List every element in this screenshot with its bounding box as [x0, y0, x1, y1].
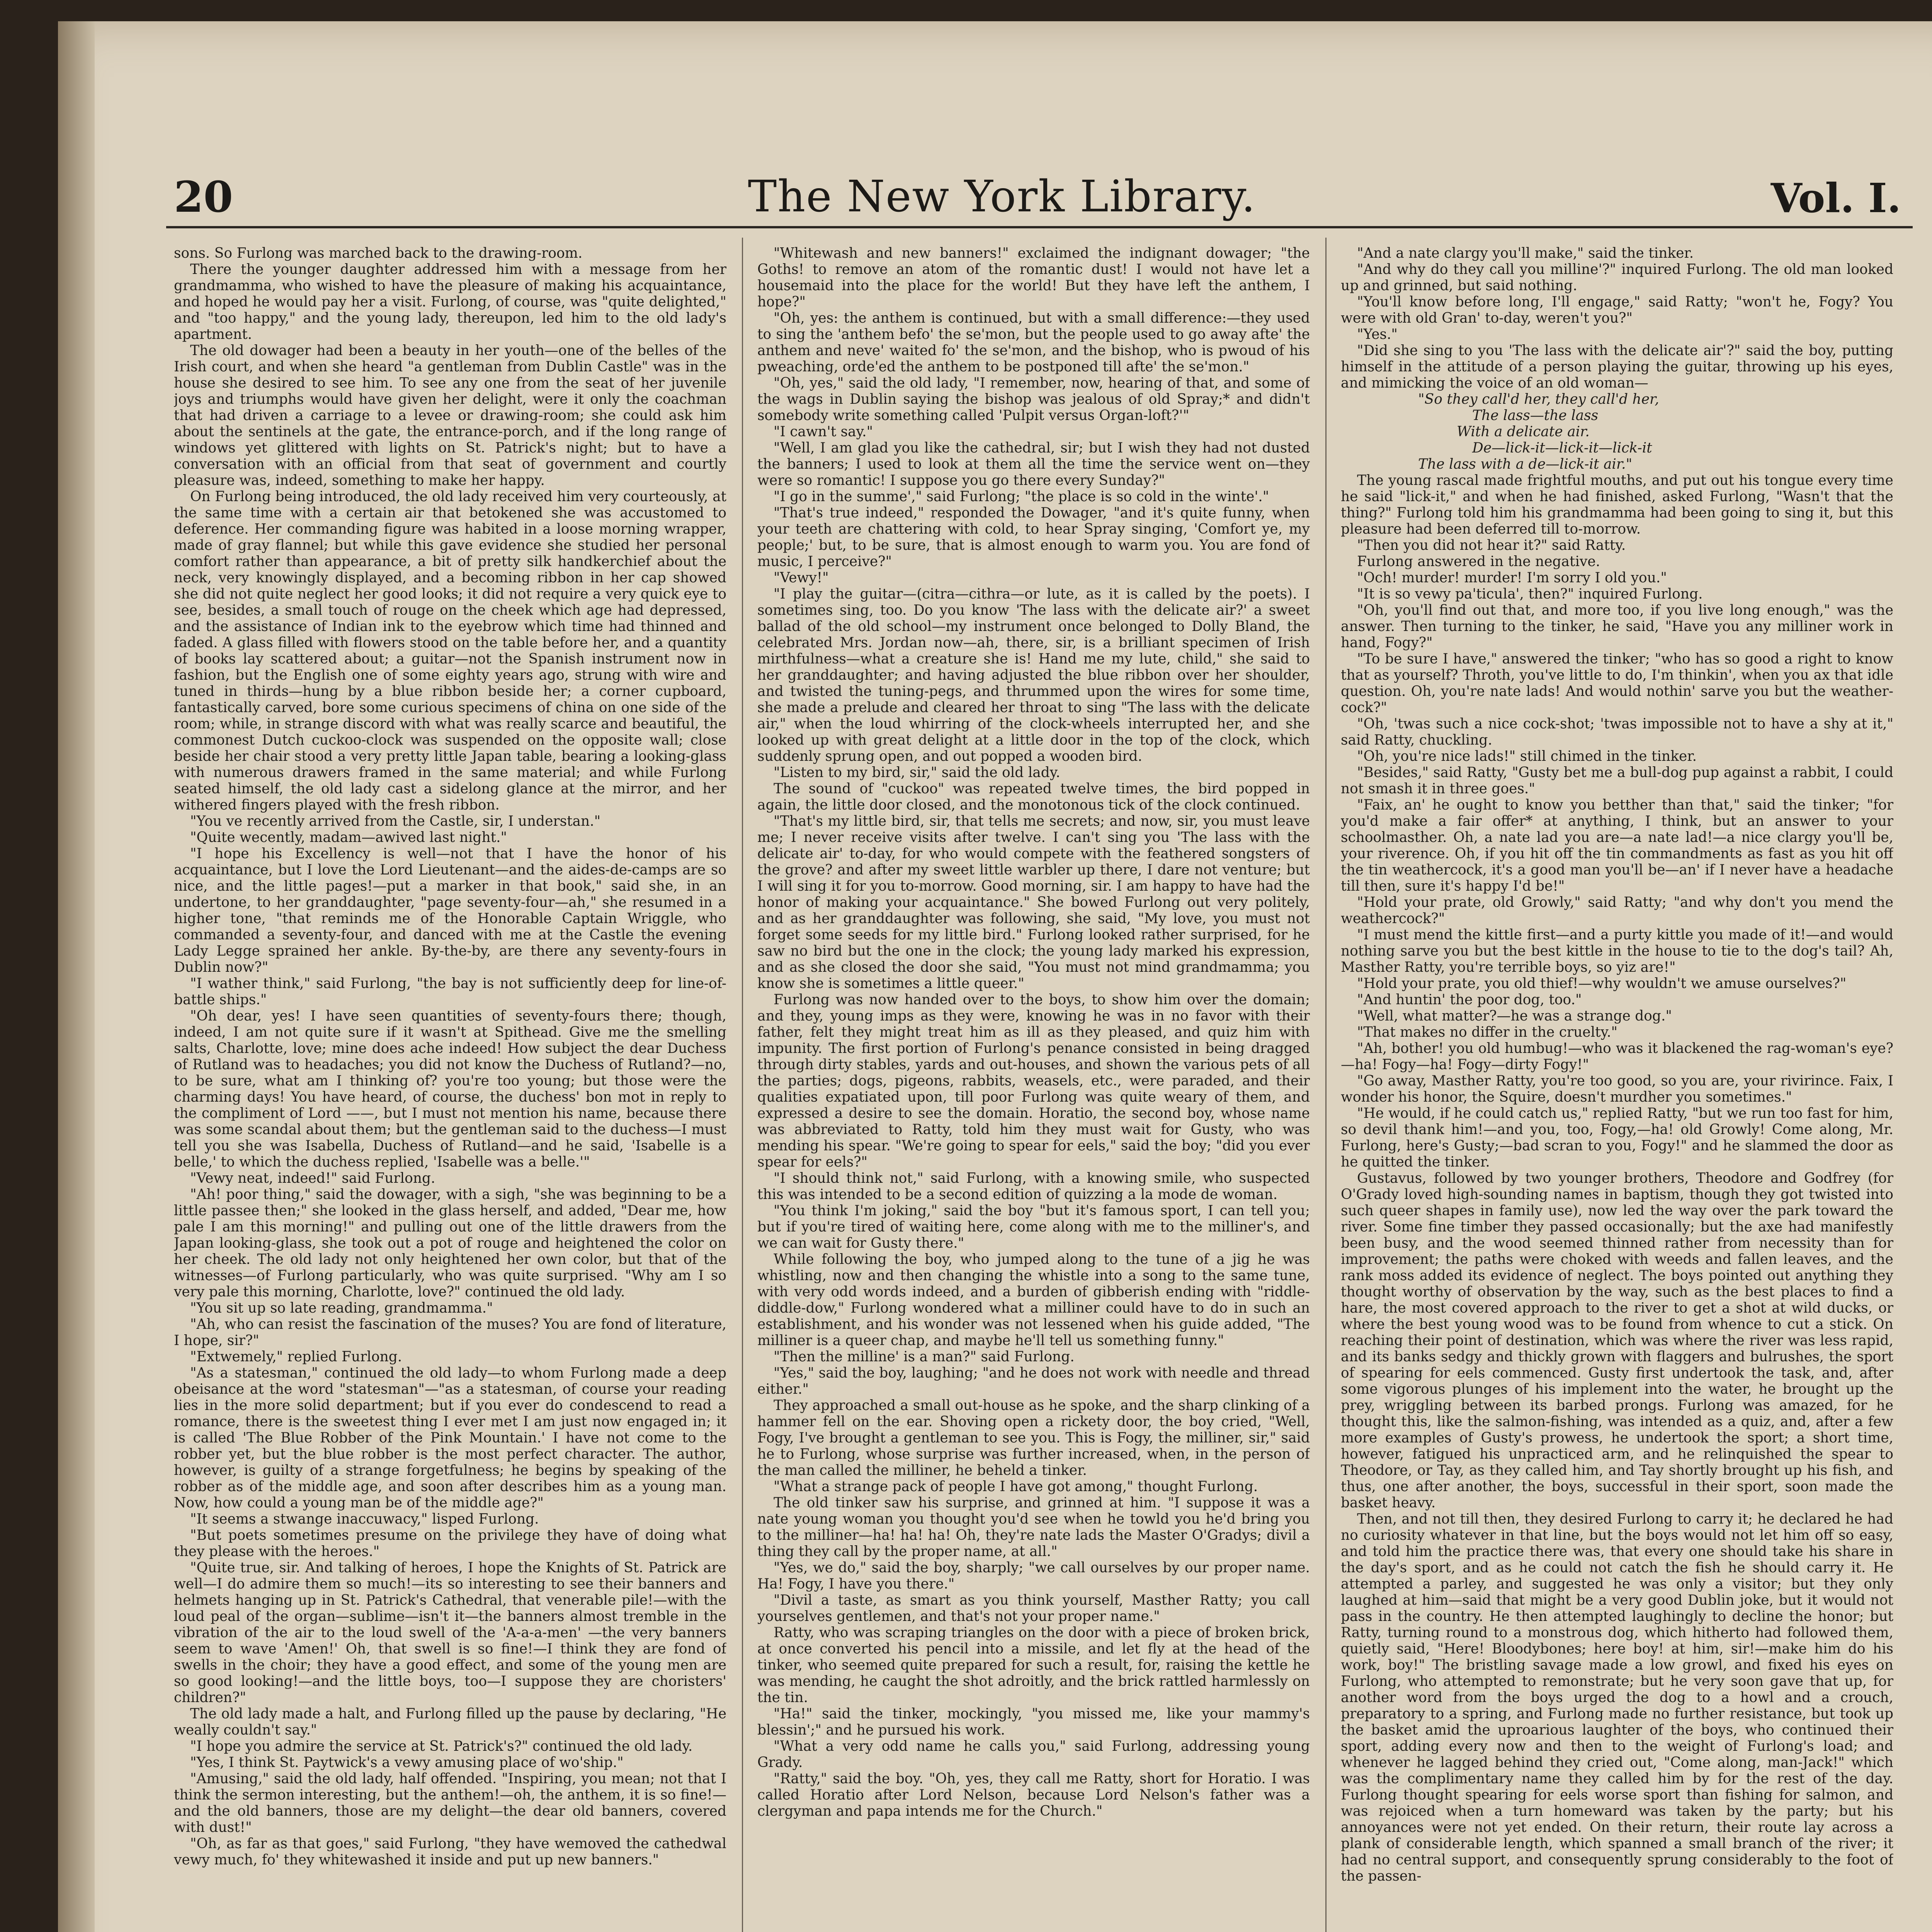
paragraph: "Ha!" said the tinker, mockingly, "you missed me, like your mammy's blessin';" and he pursued his work. — [757, 1706, 1310, 1738]
paragraph: The old dowager had been a beauty in her youth—one of the belles of the Irish court, and when she heard "a gentleman from Dublin Castle" was in the house she desired to see him. To see any one from the seat of her juvenile joys and triumphs would have given her delight, were it only the coachman that had driven a carriage to a levee or drawing-room; she could ask him about the sentinels at the gate, the entrance-porch, and if the long range of windows yet glittered with lights on St. Patrick's night; but to have a conversation with an official from that seat of government and courtly pleasure was, indeed, something to make her happy. — [174, 343, 726, 488]
paragraph: "Oh, yes: the anthem is continued, but with a small difference:—they used to sing the 'anthem befo' the se'mon, but the people used to go away afte' the anthem and neve' waited fo' the se'mon, and the bishop, who is pwoud of his pweaching, orde'ed the anthem to be postponed till afte' the se'mon." — [757, 310, 1310, 375]
paragraph: "Ah, bother! you old humbug!—who was it blackened the rag-woman's eye?—ha! Fogy—ha! Fogy—dirty Fogy!" — [1341, 1041, 1893, 1073]
paragraph: "Ah! poor thing," said the dowager, with a sigh, "she was beginning to be a little passee then;" she looked in the glass herself, and added, "Dear me, how pale I am this morning!" and pulling out one of the little drawers from the Japan looking-glass, she took out a pot of rouge and heightened the color on her cheek. The old lady not only heightened her own color, but that of the witnesses—of Furlong particularly, who was quite surprised. "Why am I so very pale this morning, Charlotte, love?" continued the old lady. — [174, 1187, 726, 1300]
paragraph: "I cawn't say." — [774, 424, 873, 440]
paragraph: Then, and not till then, they desired Furlong to carry it; he declared he had no curiosity whatever in that line, but the boys would not let him off so easy, and told him the practice there was, that every one should take his share in the day's sport, and as he could not catch the fish he should carry it. He attempted a parley, and suggested he was only a visitor; but they only laughed at him—said that might be a very good Dublin joke, but it would not pass in the country. He then attempted laughingly to decline the honor; but Ratty, turning round to a monstrous dog, which hitherto had followed them, quietly said, "Here! Bloodybones; here boy! at him, sir!—make him do his work, boy!" The bristling savage made a low growl, and fixed his eyes on Furlong, who attempted to remonstrate; but he very soon gave that up, for another word from the boys urged the dog to a howl and a crouch, preparatory to a spring, and Furlong made no further resistance, but took up the basket amid the uproarious laughter of the boys, who continued their sport, adding every now and then to the weight of Furlong's load; and whenever he lagged behind they cried out, "Come along, man-Jack!" which was the complimentary name they called him by for the rest of the day. Furlong thought spearing for eels worse sport than fishing for salmon, and was rejoiced when a turn homeward was taken by the party; but his annoyances were not yet ended. On their return, their route lay across a plank of considerable length, which spanned a small branch of the river; it had no central support, and consequently sprung considerably to the foot of the passen- — [1341, 1511, 1893, 1884]
paragraph: "Ratty," said the boy. "Oh, yes, they call me Ratty, short for Horatio. I was called Horatio after Lord Nelson, because Lord Nelson's father was a clergyman and papa intends me for the Church." — [757, 1771, 1310, 1819]
paragraph: "Yes," said the boy, laughing; "and he does not work with needle and thread either." — [757, 1365, 1310, 1397]
paragraph: "And why do they call you milline'?" inquired Furlong. The old man looked up and grinned, but said nothing. — [1341, 262, 1893, 294]
running-head — [174, 153, 1901, 222]
paragraph: "You'll know before long, I'll engage," said Ratty; "won't he, Fogy? You were with old Gran' to-day, weren't you?" — [1341, 294, 1893, 326]
paragraph: "It seems a stwange inaccuwacy," lisped Furlong. — [190, 1511, 539, 1527]
paragraph: "Oh dear, yes! I have seen quantities of seventy-fours there; though, indeed, I am not quite sure if it wasn't at Spithead. Give me the smelling salts, Charlotte, love; mine does ache indeed! How subject the dear Duchess of Rutland was to headaches; you did not know the Duchess of Rutland?—no, to be sure, what am I thinking of? you're too young; but those were the charming days! You have heard, of course, the duchess' bon mot in reply to the compliment of Lord ——, but I must not mention his name, because there was some scandal about them; but the gentleman said to the duchess—I must tell you she was Isabella, Duchess of Rutland—and he said, 'Isabelle is a belle,' to which the duchess replied, 'Isabelle was a belle.'" — [174, 1008, 726, 1170]
masthead-title: The New York Library. — [748, 172, 1256, 222]
paragraph: "Divil a taste, as smart as you think yourself, Masther Ratty; you call yourselves gentlemen, and that's not your proper name." — [757, 1592, 1310, 1624]
paragraph: The young rascal made frightful mouths, and put out his tongue every time he said "lick-it," and when he had finished, asked Furlong, "Wasn't that the thing?" Furlong told him his grandmamma had been going to sing it, but this pleasure had been deferred till to-morrow. — [1341, 473, 1893, 537]
paragraph: "I play the guitar—(citra—cithra—or lute, as it is called by the poets). I sometimes sing, too. Do you know 'The lass with the delicate air?' a sweet ballad of the old school—my instrument once belonged to Dolly Bland, the celebrated Mrs. Jordan now—ah, there, sir, is a brilliant specimen of Irish mirthfulness—what a creature she is! Hand me my lute, child," she said to her granddaughter; and having adjusted the blue ribbon over her shoulder, and twisted the tuning-pegs, and thrummed upon the wires for some time, she made a prelude and cleared her throat to sing "The lass with the delicate air," when the loud whirring of the clock-wheels interrupted her, and she looked up with great delight at a little door in the top of the clock, which suddenly sprung open, and out popped a wooden bird. — [757, 586, 1310, 764]
verse-line: De—lick-it—lick-it—lick-it — [1472, 440, 1652, 456]
paragraph: "I go in the summe'," said Furlong; "the place is so cold in the winte'." — [774, 489, 1269, 505]
paragraph: "Oh, you're nice lads!" still chimed in the tinker. — [1357, 748, 1697, 764]
paragraph: "And a nate clargy you'll make," said the tinker. — [1357, 245, 1694, 261]
paragraph: "Faix, an' he ought to know you betther than that," said the tinker; "for you'd make a fair offer* at anything, I think, but an answer to your schoolmasther. Oh, a nate lad you are—a nate lad!—a nice clargy you'll be, your riverence. Oh, if you hit off the tin commandments as fast as you hit off the tin weathercock, it's a good man you'll be—an' if I never have a headache till then, sure it's happy I'd be!" — [1341, 797, 1893, 894]
paragraph: "Go away, Masther Ratty, you're too good, so you are, your rivirince. Faix, I wonder his honor, the Squire, doesn't murdher you sometimes." — [1341, 1073, 1893, 1105]
paragraph: "Yes, I think St. Paytwick's a vewy amusing place of wo'ship." — [190, 1755, 624, 1770]
verse-line: The lass—the lass — [1472, 408, 1599, 423]
paragraph: "Amusing," said the old lady, half offended. "Inspiring, you mean; not that I think the sermon interesting, but the anthem!—oh, the anthem, it is so fine!—and the old banners, those are my delight—the dear old banners, covered with dust!" — [174, 1771, 726, 1835]
text-column-2 — [757, 245, 1310, 1932]
paragraph: "What a strange pack of people I have got among," thought Furlong. — [774, 1479, 1258, 1495]
paragraph: "Then you did not hear it?" said Ratty. — [1357, 537, 1626, 553]
paragraph: "He would, if he could catch us," replied Ratty, "but we run too fast for him, so devil thank him!—and you, too, Fogy,—ha! old Growly! Come along, Mr. Furlong, here's Gusty;—bad scran to you, Fogy!" and he slammed the door as he quitted the tinker. — [1341, 1105, 1893, 1170]
paragraph: "Quite true, sir. And talking of heroes, I hope the Knights of St. Patrick are well—I do admire them so much!—its so interesting to see their banners and helmets hanging up in St. Patrick's Cathedral, that venerable pile!—with the loud peal of the organ—sublime—isn't it—the banners almost tremble in the vibration of the air to the loud swell of the 'A-a-a-men' —the very banners seem to wave 'Amen!' Oh, that swell is so fine!—I think they are fond of swells in the choir; they have a good effect, and some of the young men are so good looking!—and the little boys, too—I suppose they are choristers' children?" — [174, 1560, 726, 1706]
column-3-continuation — [1341, 473, 1893, 1884]
paragraph: "As a statesman," continued the old lady—to whom Furlong made a deep obeisance at the word "statesman"—"as a statesman, of course your reading lies in the more solid department; but if you ever do condescend to read a romance, there is the sweetest thing I ever met I am just now engaged in; it is called 'The Blue Robber of the Pink Mountain.' I have not come to the robber yet, but the blue robber is the most perfect character. The author, however, is guilty of a strange forgetfulness; he begins by speaking of the robber as of the middle age, and soon after describes him as a young man. Now, how could a young man be of the middle age?" — [174, 1365, 726, 1511]
header-rule — [166, 226, 1913, 228]
paragraph: "Did she sing to you 'The lass with the delicate air'?" said the boy, putting himself in the attitude of a person playing the guitar, throwing up his eyes, and mimicking the voice of an old woman— — [1341, 343, 1893, 391]
paragraph: "And huntin' the poor dog, too." — [1357, 992, 1582, 1008]
paragraph: "That's my little bird, sir, that tells me secrets; and now, sir, you must leave me; I never receive visits after twelve. I can't sing you 'The lass with the delicate air' to-day, for who would compete with the feathered songsters of the grove? and after my sweet little warbler up there, I dare not venture; but I will sing it for you to-morrow. Good morning, sir. I am happy to have had the honor of making your acquaintance." She bowed Furlong out very politely, and as her granddaughter was following, she said, "My love, you must not forget some seeds for my little bird." Furlong looked rather surprised, for he saw no bird but the one in the clock; the young lady marked his expression, and as she closed the door she said, "You must not mind grandmamma; you know she is sometimes a little queer." — [757, 813, 1310, 992]
paragraph: Furlong answered in the negative. — [1357, 554, 1600, 570]
paragraph: "Then the milline' is a man?" said Furlong. — [774, 1349, 1075, 1365]
paragraph: On Furlong being introduced, the old lady received him very courteously, at the same time with a certain air that betokened she was accustomed to deference. Her commanding figure was habited in a loose morning wrapper, made of gray flannel; but while this gave evidence she studied her personal comfort rather than appearance, a bit of pretty silk handkerchief about the neck, very knowingly displayed, and a becoming ribbon in her cap showed she did not quite neglect her good looks; it did not require a very quick eye to see, besides, a small touch of rouge on the cheek which age had depressed, and the assistance of Indian ink to the eyebrow which time had thinned and faded. A glass filled with flowers stood on the table before her, and a quantity of books lay scattered about; a guitar—not the Spanish instrument now in fashion, but the English one of some eighty years ago, strung with wire and tuned in thirds—hung by a blue ribbon beside her; a corner cupboard, fantastically carved, bore some curious specimens of china on one side of the room; while, in strange discord with what was really scarce and beautiful, the commonest Dutch cuckoo-clock was suspended on the opposite wall; close beside her chair stood a very pretty little Japan table, bearing a looking-glass with numerous drawers framed in the same material; and while Furlong seated himself, the old lady cast a sidelong glance at the mirror, and her withered fingers played with the fresh ribbon. — [174, 489, 726, 813]
verse-block — [1341, 391, 1893, 473]
paragraph: "Whitewash and new banners!" exclaimed the indignant dowager; "the Goths! to remove an atom of the romantic dust! I would not have let a housemaid into the place for the world! But they have left the anthem, I hope?" — [757, 245, 1310, 310]
verse-line: With a delicate air. — [1457, 424, 1590, 440]
paragraph: "Ah, who can resist the fascination of the muses? You are fond of literature, I hope, sir?" — [174, 1316, 726, 1349]
paragraph: "Hold your prate, you old thief!—why wouldn't we amuse ourselves?" — [1357, 976, 1847, 992]
paragraph: "Vewy!" — [774, 570, 829, 586]
paragraph: "I should think not," said Furlong, with a knowing smile, who suspected this was intended to be a second edition of quizzing a la mode de woman. — [757, 1170, 1310, 1202]
paragraph: "But poets sometimes presume on the privilege they have of doing what they please with the heroes." — [174, 1527, 726, 1560]
paragraph: "I hope you admire the service at St. Patrick's?" continued the old lady. — [190, 1738, 693, 1754]
paragraph: They approached a small out-house as he spoke, and the sharp clinking of a hammer fell on the ear. Shoving open a rickety door, the boy cried, "Well, Fogy, I've brought a gentleman to see you. This is Fogy, the milliner, sir," said he to Furlong, whose surprise was further increased, when, in the person of the man called the milliner, he beheld a tinker. — [757, 1398, 1310, 1478]
paragraph: "It is so vewy pa'ticula', then?" inquired Furlong. — [1357, 586, 1703, 602]
column-3-opening — [1341, 245, 1893, 391]
paragraph: "Listen to my bird, sir," said the old lady. — [774, 765, 1060, 781]
column-divider — [742, 238, 743, 1932]
paragraph: There the younger daughter addressed him with a message from her grandmamma, who wished to have the pleasure of making his acquaintance, and hoped he would pay her a visit. Furlong, of course, was "quite delighted," and "too happy," and the young lady, thereupon, led him to the old lady's apartment. — [174, 262, 726, 342]
paragraph: "Yes." — [1357, 327, 1398, 342]
paragraph: The old lady made a halt, and Furlong filled up the pause by declaring, "He weally couldn't say." — [174, 1706, 726, 1738]
verse-line: "So they call'd her, they call'd her, — [1418, 391, 1659, 407]
paragraph: "Vewy neat, indeed!" said Furlong. — [190, 1170, 435, 1186]
paragraph: "I wather think," said Furlong, "the bay is not sufficiently deep for line-of-battle ships." — [174, 976, 726, 1008]
newspaper-page — [58, 21, 1932, 1932]
verse-line: The lass with a de—lick-it air." — [1418, 456, 1633, 472]
paragraph: "Oh, 'twas such a nice cock-shot; 'twas impossible not to have a shy at it," said Ratty, chuckling. — [1341, 716, 1893, 748]
paragraph: "To be sure I have," answered the tinker; "who has so good a right to know that as yourself? Throth, you've little to do, I'm thinkin', when you ax that idle question. Oh, you're nate lads! And would nothin' sarve you but the weather-cock?" — [1341, 651, 1893, 716]
paragraph: "Well, I am glad you like the cathedral, sir; but I wish they had not dusted the banners; I used to look at them all the time the service went on—they were so romantic! I suppose you go there every Sunday?" — [757, 440, 1310, 488]
column-divider — [1325, 238, 1327, 1932]
paragraph: "You ve recently arrived from the Castle, sir, I understan." — [190, 813, 601, 829]
paragraph: "You sit up so late reading, grandmamma." — [190, 1300, 493, 1316]
paragraph: "Oh, you'll find out that, and more too, if you live long enough," was the answer. Then turning to the tinker, he said, "Have you any milliner work in hand, Fogy?" — [1341, 602, 1893, 651]
paragraph: "You think I'm joking," said the boy "but it's famous sport, I can tell you; but if you're tired of waiting here, come along with me to the milliner's, and we can wait for Gusty there." — [757, 1203, 1310, 1251]
paragraph: "I must mend the kittle first—and a purty kittle you made of it!—and would nothing sarve you but the best kittle in the house to tie to the dog's tail? Ah, Masther Ratty, you're terrible boys, so yiz are!" — [1341, 927, 1893, 975]
paragraph: "Oh, yes," said the old lady, "I remember, now, hearing of that, and some of the wags in Dublin saying the bishop was jealous of old Spray;* and didn't somebody write something called 'Pulpit versus Organ-loft?'" — [757, 375, 1310, 423]
paragraph: "I hope his Excellency is well—not that I have the honor of his acquaintance, but I love the Lord Lieutenant—and the aides-de-camps are so nice, and the little pages!—put a marker in that book," said she, in an undertone, to her granddaughter, "page seventy-four—ah," she resumed in a higher tone, "that reminds me of the Honorable Captain Wriggle, who commanded a seventy-four, and danced with me at the Castle the evening Lady Legge sprained her ankle. By-the-by, are there any seventy-fours in Dublin now?" — [174, 846, 726, 975]
paragraph: "That makes no differ in the cruelty." — [1357, 1024, 1618, 1040]
text-column-1 — [174, 245, 726, 1932]
paragraph: While following the boy, who jumped along to the tune of a jig he was whistling, now and then changing the whistle into a song to the same tune, with very odd words indeed, and a burden of gibberish ending with "riddle-diddle-dow," Furlong wondered what a milliner could have to do in such an establishment, and his wonder was not lessened when his guide added, "The milliner is a queer chap, and maybe he'll tell us something funny." — [757, 1252, 1310, 1349]
paragraph: "Oh, as far as that goes," said Furlong, "they have wemoved the cathedwal vewy much, fo' they whitewashed it inside and put up new banners." — [174, 1836, 726, 1868]
paragraph: "Och! murder! murder! I'm sorry I old you." — [1357, 570, 1667, 586]
paragraph: "What a very odd name he calls you," said Furlong, addressing young Grady. — [757, 1738, 1310, 1770]
paragraph: Ratty, who was scraping triangles on the door with a piece of broken brick, at once converted his pencil into a missile, and let fly at the head of the tinker, who seemed quite prepared for such a result, for, raising the kettle he was mending, he caught the shot adroitly, and the brick rattled harmlessly on the tin. — [757, 1625, 1310, 1706]
paragraph: "Besides," said Ratty, "Gusty bet me a bull-dog pup against a rabbit, I could not smash it in three goes." — [1341, 765, 1893, 797]
page-spine — [58, 21, 95, 1932]
page-number: 20 — [174, 172, 233, 222]
paragraph: sons. So Furlong was marched back to the drawing-room. — [174, 245, 583, 261]
paragraph: The old tinker saw his surprise, and grinned at him. "I suppose it was a nate young woman you thought you'd see when he towld you he'd bring you to the milliner—ha! ha! ha! Oh, they're nate lads the Master O'Gradys; divil a thing they call by the proper name, at all." — [757, 1495, 1310, 1560]
paragraph: "That's true indeed," responded the Dowager, "and it's quite funny, when your teeth are chattering with cold, to hear Spray singing, 'Comfort ye, my people;' but, to be sure, that is almost enough to warm you. You are fond of music, I perceive?" — [757, 505, 1310, 570]
paragraph: "Well, what matter?—he was a strange dog." — [1357, 1008, 1672, 1024]
paragraph: "Hold your prate, old Growly," said Ratty; "and why don't you mend the weathercock?" — [1341, 895, 1893, 927]
text-column-3 — [1341, 245, 1893, 1932]
paragraph: Gustavus, followed by two younger brothers, Theodore and Godfrey (for O'Grady loved high-sounding names in baptism, though they got twisted into such queer shapes in family use), now led the way over the park toward the river. Some fine timber they passed occasionally; but the axe had manifestly been busy, and the wood seemed thinned rather from necessity than for improvement; the paths were choked with weeds and fallen leaves, and the rank moss added its evidence of neglect. The boys pointed out anything they thought worthy of observation by the way, such as the best places to find a hare, the most covered approach to the river to get a shot at wild ducks, or where the best young wood was to be found from whence to cut a stick. On reaching their point of destination, which was where the river was less rapid, and its banks sedgy and thickly grown with flaggers and bulrushes, the sport of spearing for eels commenced. Gusty first undertook the task, and, after some vigorous plunges of his implement into the water, he brought up the prey, wriggling between its barbed prongs. Furlong was amazed, for he thought this, like the salmon-fishing, was intended as a quiz, and, after a few more examples of Gusty's prowess, he undertook the sport; a short time, however, fatigued his unpracticed arm, and he relinquished the spear to Theodore, or Tay, as they called him, and Tay shortly brought up his fish, and thus, one after another, the boys, successful in their sport, soon made the basket heavy. — [1341, 1170, 1893, 1511]
paragraph: "Extwemely," replied Furlong. — [190, 1349, 402, 1365]
volume-label: Vol. I. — [1770, 174, 1901, 222]
paragraph: "Yes, we do," said the boy, sharply; "we call ourselves by our proper name. Ha! Fogy, I have you there." — [757, 1560, 1310, 1592]
paragraph: "Quite wecently, madam—awived last night." — [190, 830, 507, 845]
paragraph: The sound of "cuckoo" was repeated twelve times, the bird popped in again, the little door closed, and the monotonous tick of the clock continued. — [757, 781, 1310, 813]
paragraph: Furlong was now handed over to the boys, to show him over the domain; and they, young imps as they were, knowing he was in no favor with their father, felt they might treat him as ill as they pleased, and quiz him with impunity. The first portion of Furlong's penance consisted in being dragged through dirty stables, yards and out-houses, and shown the various pets of all the parties; dogs, pigeons, rabbits, weasels, etc., were paraded, and their qualities expatiated upon, till poor Furlong was quite weary of them, and expressed a desire to see the domain. Horatio, the second boy, whose name was abbreviated to Ratty, told him they must wait for Gusty, who was mending his spear. "We're going to spear for eels," said the boy; "did you ever spear for eels?" — [757, 992, 1310, 1170]
